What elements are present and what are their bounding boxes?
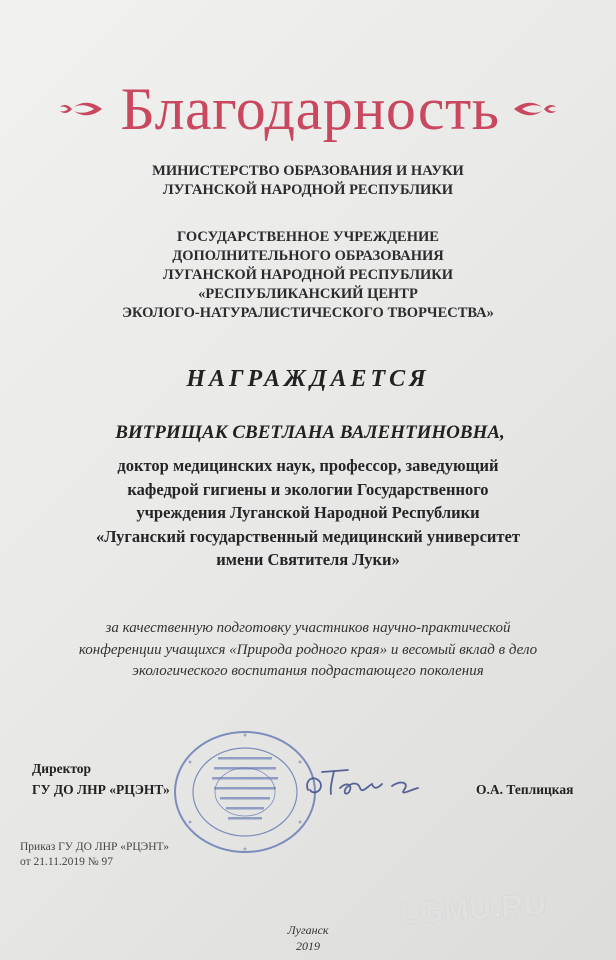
recipient-desc-line: доктор медицинских наук, профессор, заведующий [117, 456, 499, 475]
signatory-position: Директор [32, 761, 92, 776]
signatory-name: О.А. Теплицкая [476, 782, 574, 797]
ornament-right-icon [512, 98, 558, 120]
recipient-name: ВИТРИЩАК СВЕТЛАНА ВАЛЕНТИНОВНА, [115, 422, 505, 443]
institution-line: ДОПОЛНИТЕЛЬНОГО ОБРАЗОВАНИЯ [172, 248, 444, 264]
official-stamp-icon [170, 727, 320, 857]
reason-line: конференции учащихся «Природа родного края» и весомый вклад в дело [78, 641, 538, 658]
recipient-desc-line: «Луганский государственный медицинский университет [96, 526, 520, 546]
title-row [0, 70, 616, 150]
signatory-organization: ГУ ДО ЛНР «РЦЭНТ» [32, 782, 170, 797]
awarded-heading: НАГРАЖДАЕТСЯ [186, 366, 430, 392]
ministry-line: МИНИСТЕРСТВО ОБРАЗОВАНИЯ И НАУКИ [152, 163, 464, 179]
order-date: от 21.11.2019 № 97 [20, 856, 114, 868]
signatory-block [32, 758, 170, 800]
award-reason [20, 618, 596, 683]
institution-line: ЭКОЛОГО-НАТУРАЛИСТИЧЕСКОГО ТВОРЧЕСТВА» [122, 305, 494, 321]
order-line: Приказ ГУ ДО ЛНР «РЦЭНТ» [20, 841, 170, 853]
handwritten-signature-icon [300, 760, 440, 805]
institution-line: ГОСУДАРСТВЕННОЕ УЧРЕЖДЕНИЕ [177, 229, 439, 245]
institution-heading [20, 228, 596, 323]
recipient-desc-line: кафедрой гигиены и экологии Государственного [127, 479, 489, 499]
order-reference [20, 840, 169, 870]
institution-line: «РЕСПУБЛИКАНСКИЙ ЦЕНТР [198, 286, 418, 302]
institution-line: ЛУГАНСКОЙ НАРОДНОЙ РЕСПУБЛИКИ [162, 267, 454, 283]
ministry-heading [20, 162, 596, 200]
issue-place-date [0, 922, 616, 954]
reason-line: за качественную подготовку участников научно-практической [105, 620, 511, 636]
document-title: Благодарность [120, 76, 500, 142]
site-watermark: LGMU.RU [398, 887, 548, 932]
ministry-line: ЛУГАНСКОЙ НАРОДНОЙ РЕСПУБЛИКИ [162, 182, 454, 198]
recipient-desc-line: учреждения Луганской Народной Республики [136, 503, 480, 522]
issue-year: 2019 [296, 939, 320, 953]
recipient-description [10, 454, 606, 572]
issue-place: Луганск [287, 923, 329, 937]
reason-line: экологического воспитания подрастающего поколения [132, 663, 484, 679]
recipient-desc-line: имени Святителя Луки» [216, 550, 400, 569]
